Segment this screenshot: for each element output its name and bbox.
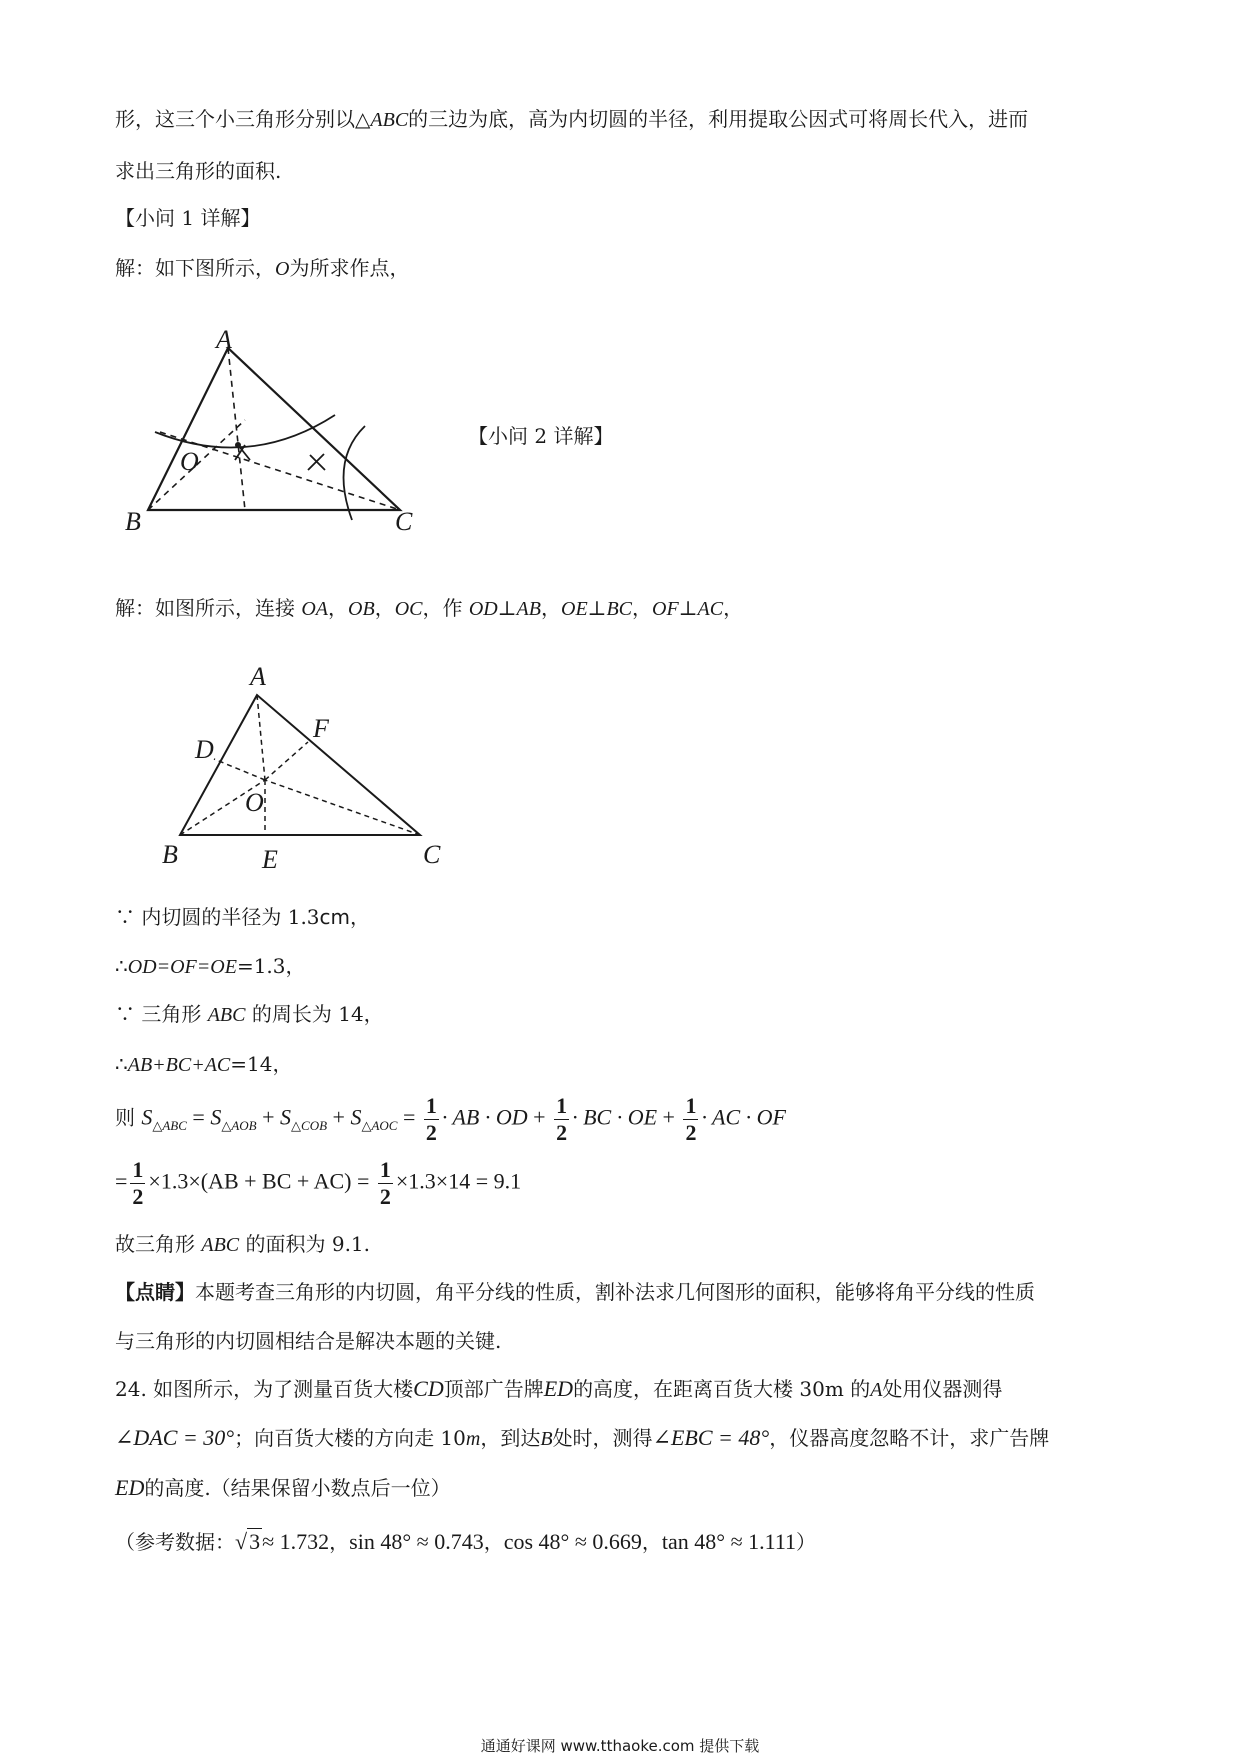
q24-line-2: ∠DAC = 30°；向百货大楼的方向走 10m，到达B处时，测得∠EBC = 48°，仪器高度忽略不计，求广告牌 — [115, 1425, 1050, 1450]
point-o-label: O — [245, 788, 264, 817]
vertex-a-label: A — [216, 325, 232, 354]
step-equal: ∴OD=OF=OE=1.3， — [115, 954, 306, 978]
fraction: $\frac{1}{2}$ — [685, 1093, 697, 1145]
dianjing-line-1: 【点睛】本题考查三角形的内切圆，角平分线的性质，割补法求几何图形的面积，能够将角平分线的性质 — [115, 1280, 1035, 1304]
reference-data: （参考数据：√3≈ 1.732，sin 48° ≈ 0.743，cos 48° ≈ 0.669，tan 48° ≈ 1.111） — [115, 1529, 817, 1554]
point-e-label: E — [262, 845, 278, 874]
vertex-b-label: B — [162, 840, 178, 869]
step-perimeter: ∵ 三角形 ABC 的周长为 14， — [115, 1002, 384, 1026]
q2-heading: 【小问 2 详解】 — [468, 424, 614, 448]
area-equation-2: = $\frac{1}{2}$ ×1.3×(AB + BC + AC) = $\frac{1}{2}$ ×1.3×14 = 9.1 — [115, 1157, 522, 1209]
area-equation-1: 则 $S_{\triangle ABC} = S_{\triangle AOB} + S_{\triangle COB} + S_{\triangle AOC}$ = $\frac{1}{2}$ · AB · OD + $\frac{1}{2}$ · BC · OE + $\frac{1}{2}$ · AC · OF — [115, 1093, 786, 1145]
conclusion: 故三角形 ABC 的面积为 9.1. — [115, 1232, 371, 1256]
q1-heading: 【小问 1 详解】 — [115, 206, 261, 230]
vertex-a-label: A — [250, 662, 266, 691]
page-footer: 通通好课网 www.tthaoke.com 提供下载 — [480, 1737, 760, 1755]
point-f-label: F — [313, 714, 329, 743]
fraction: $\frac{1}{2}$ — [132, 1157, 144, 1209]
fraction: $\frac{1}{2}$ — [425, 1093, 437, 1145]
dianjing-line-2: 与三角形的内切圆相结合是解决本题的关键. — [115, 1329, 502, 1353]
figure-2-incircle — [150, 655, 460, 879]
point-o-label: O — [180, 447, 199, 476]
figure-1-construction — [120, 320, 440, 544]
vertex-b-label: B — [125, 507, 141, 536]
q24-line-3: ED的高度.（结果保留小数点后一位） — [115, 1475, 451, 1500]
vertex-c-label: C — [423, 840, 441, 869]
step-radius: ∵ 内切圆的半径为 1.3cm， — [115, 905, 371, 929]
vertex-c-label: C — [395, 507, 413, 536]
q24-line-1: 24. 如图所示，为了测量百货大楼CD顶部广告牌ED的高度，在距离百货大楼 30m 的A处用仪器测得 — [115, 1376, 1003, 1401]
q2-solution: 解：如图所示，连接 OA，OB，OC，作 OD⊥AB，OE⊥BC，OF⊥AC， — [115, 596, 744, 620]
fraction: $\frac{1}{2}$ — [379, 1157, 391, 1209]
step-sum: ∴AB+BC+AC=14， — [115, 1052, 293, 1076]
q1-solution: 解：如下图所示，O为所求作点， — [115, 256, 410, 280]
fraction: $\frac{1}{2}$ — [556, 1093, 568, 1145]
text-line: 形，这三个小三角形分别以△ABC的三边为底，高为内切圆的半径，利用提取公因式可将周长代入，进而 — [115, 107, 1029, 131]
text-line: 求出三角形的面积. — [115, 159, 282, 183]
point-d-label: D — [195, 735, 214, 764]
